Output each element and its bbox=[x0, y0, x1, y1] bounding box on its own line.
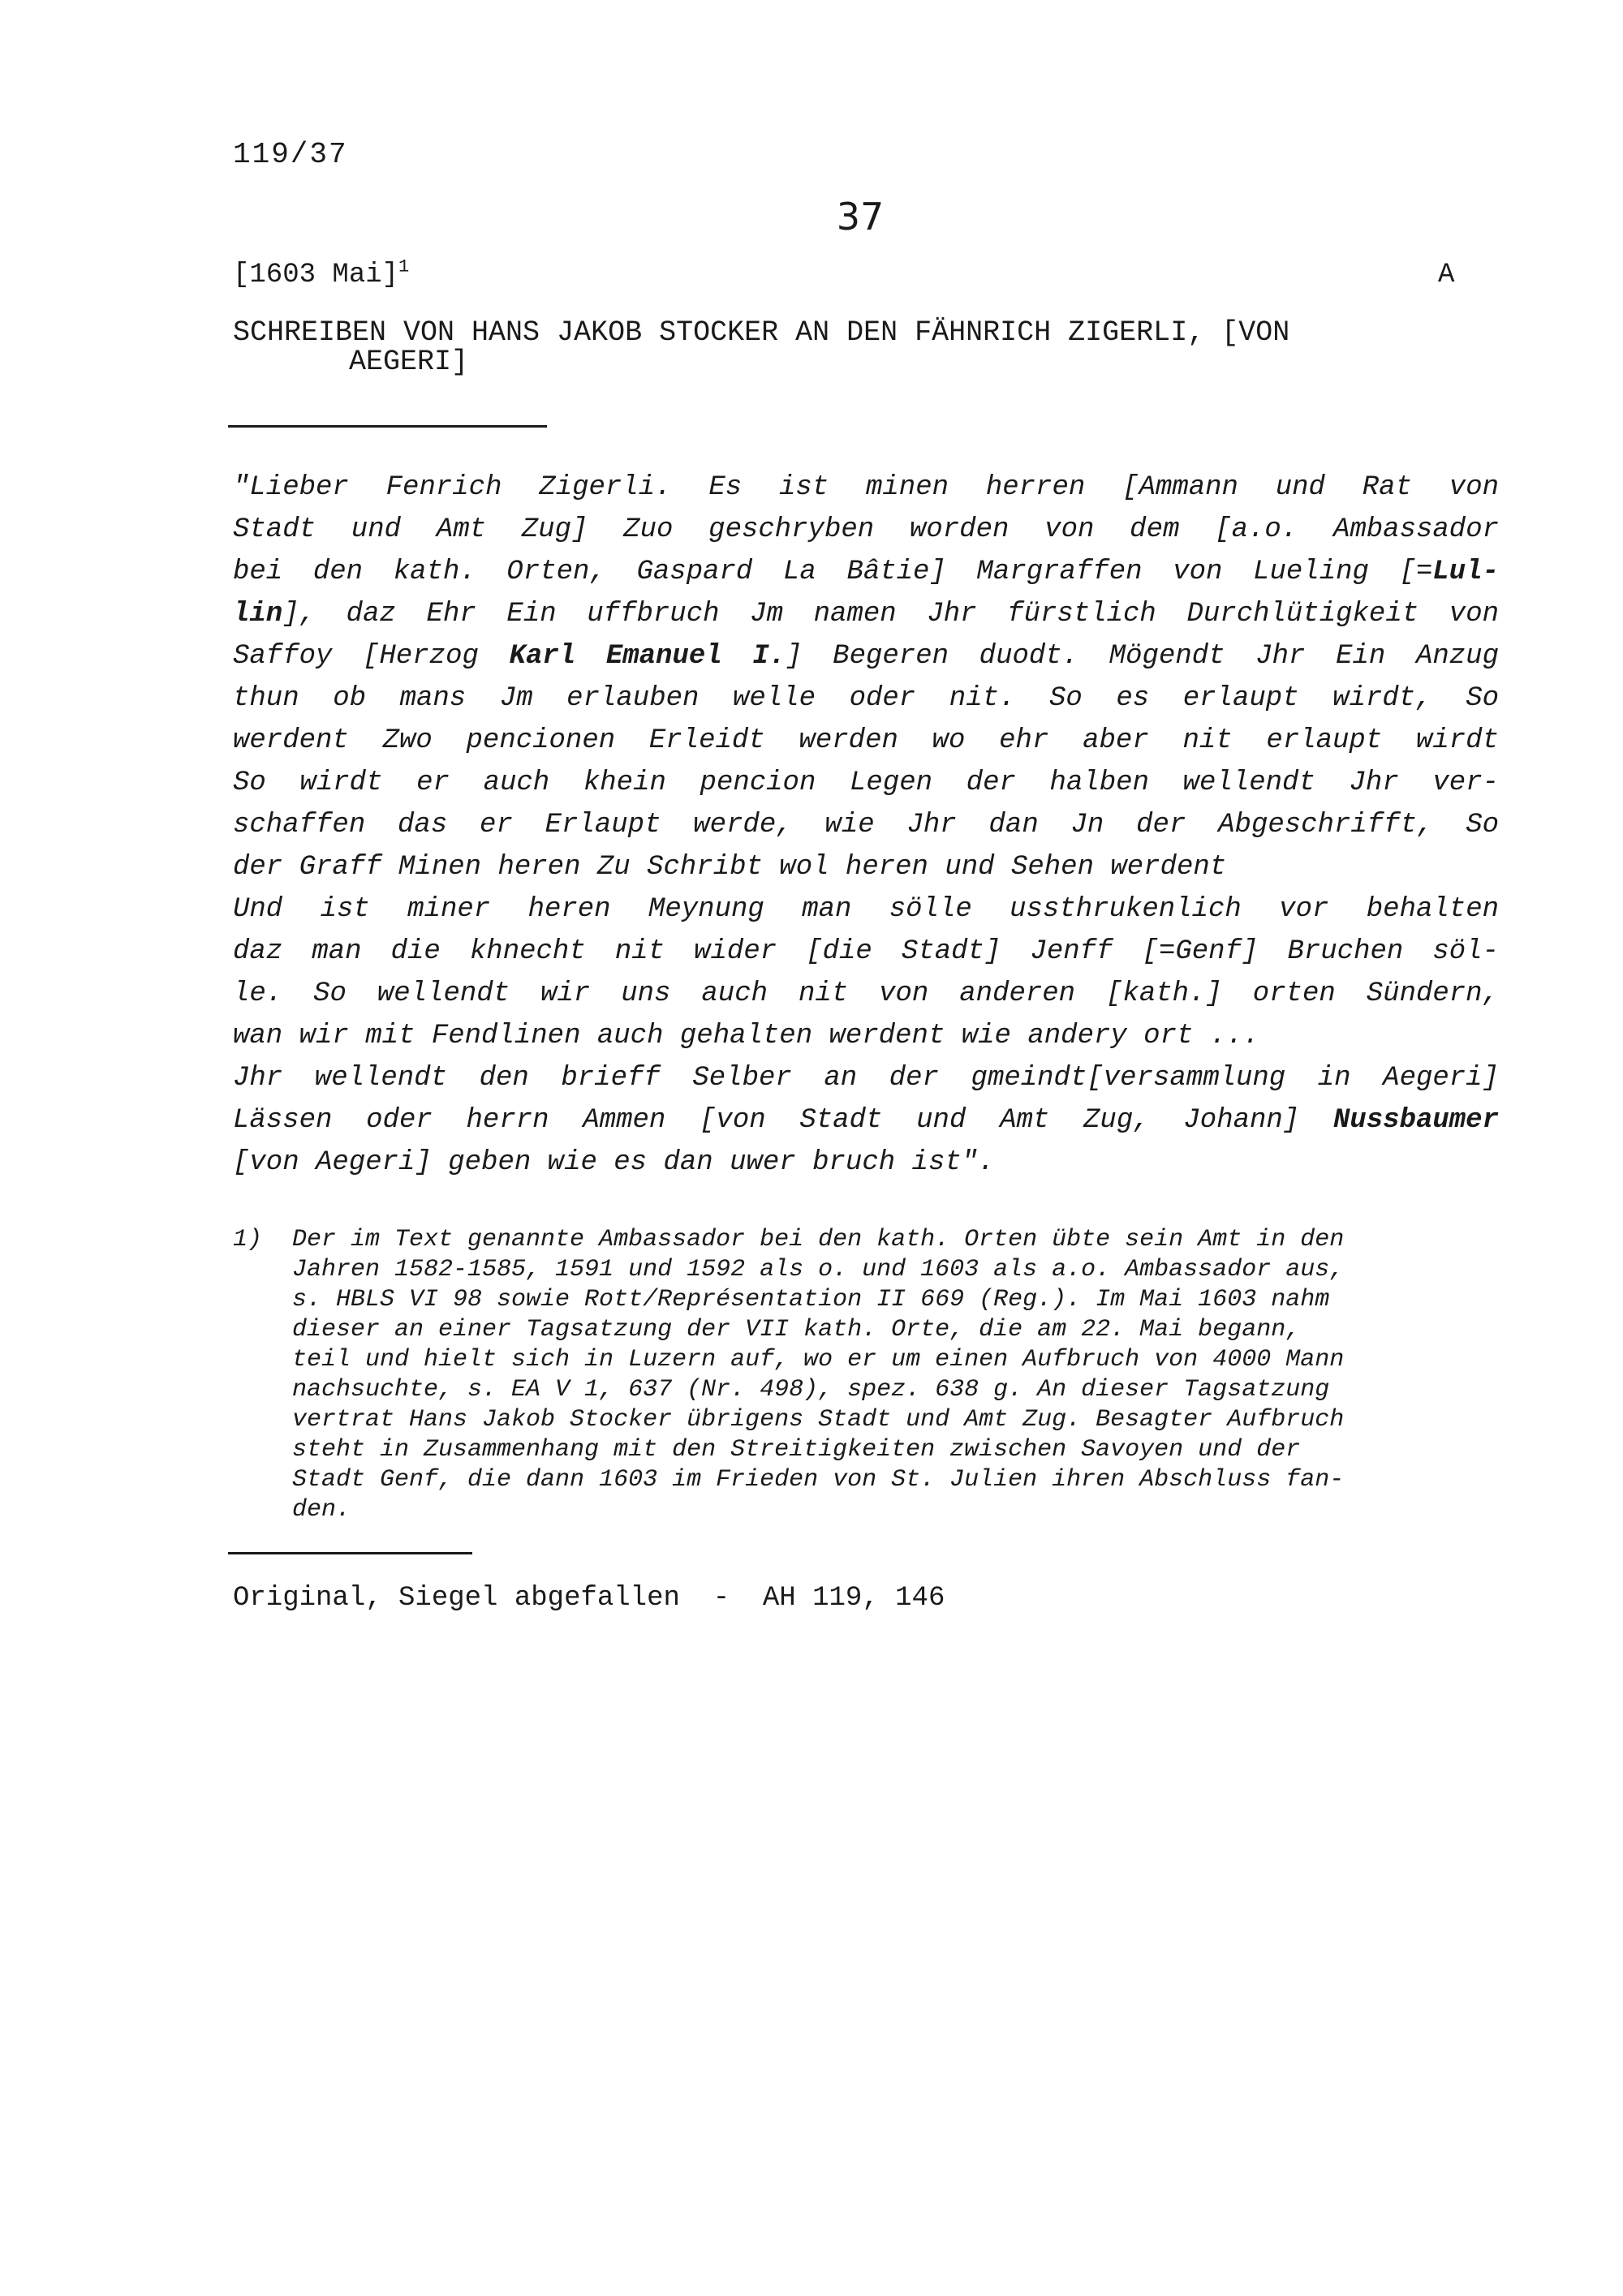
document-title bbox=[233, 318, 1483, 376]
quote-line: thun ob mans Jm erlauben welle oder nit. So es erlaupt wirdt, So bbox=[233, 683, 1499, 714]
quote-line bbox=[233, 1099, 1499, 1142]
footnote-line: steht in Zusammenhang mit den Streitigkeiten zwischen Savoyen und der bbox=[292, 1436, 1301, 1464]
quote-bold-name: Nussbaumer bbox=[1332, 1105, 1499, 1136]
quote-line: Stadt und Amt Zug] Zuo geschryben worden von dem [a.o. Ambassador bbox=[233, 514, 1499, 545]
quote-bold-name: lin bbox=[233, 599, 283, 630]
footnote-line: Stadt Genf, die dann 1603 im Frieden von St. Julien ihren Abschluss fan- bbox=[292, 1466, 1345, 1494]
footnote-mark: 1) bbox=[233, 1226, 263, 1253]
quote-line: Jhr wellendt den brieff Selber an der gmeindt[versammlung in Aegeri] bbox=[233, 1063, 1499, 1094]
document-letter: A bbox=[1438, 260, 1455, 290]
footnote-body bbox=[292, 1225, 1483, 1525]
quote-text: ], daz Ehr Ein uffbruch Jm namen Jhr fürstlich Durchlütigkeit von bbox=[282, 599, 1499, 630]
quote-line: le. So wellendt wir uns auch nit von anderen [kath.] orten Sündern, bbox=[233, 978, 1499, 1009]
quote-line bbox=[233, 551, 1499, 593]
letter-transcription bbox=[233, 467, 1499, 1184]
footnote-line: den. bbox=[292, 1496, 351, 1524]
document-number: 37 bbox=[836, 195, 885, 239]
quote-text: bei den kath. Orten, Gaspard La Bâtie] Margraffen von Lueling [= bbox=[233, 557, 1433, 587]
quote-line: Und ist miner heren Meynung man sölle ussthrukenlich vor behalten bbox=[233, 894, 1499, 925]
source-note: Original, Siegel abgefallen - AH 119, 146 bbox=[233, 1583, 945, 1614]
footnote-divider bbox=[228, 1552, 472, 1554]
quote-line: [von Aegeri] geben wie es dan uwer bruch ist". bbox=[233, 1147, 995, 1178]
footnote-line: vertrat Hans Jakob Stocker übrigens Stadt und Amt Zug. Besagter Aufbruch bbox=[292, 1406, 1345, 1434]
quote-line: werdent Zwo pencionen Erleidt werden wo ehr aber nit erlaupt wirdt bbox=[233, 725, 1499, 756]
quote-text: ] Begeren duodt. Mögendt Jhr Ein Anzug bbox=[786, 641, 1499, 672]
footnote-line: nachsuchte, s. EA V 1, 637 (Nr. 498), spez. 638 g. An dieser Tagsatzung bbox=[292, 1376, 1330, 1404]
quote-line: So wirdt er auch khein pencion Legen der halben wellendt Jhr ver- bbox=[233, 767, 1499, 798]
title-line-2: AEGERI] bbox=[349, 346, 469, 378]
footnote-line: s. HBLS VI 98 sowie Rott/Représentation II 669 (Reg.). Im Mai 1603 nahm bbox=[292, 1286, 1330, 1314]
quote-line: daz man die khnecht nit wider [die Stadt] Jenff [=Genf] Bruchen söl- bbox=[233, 936, 1499, 967]
date-footnote-mark: 1 bbox=[398, 256, 410, 277]
footnote-line: Der im Text genannte Ambassador bei den kath. Orten übte sein Amt in den bbox=[292, 1226, 1345, 1253]
quote-bold-name: Lul- bbox=[1432, 557, 1499, 587]
footnote bbox=[233, 1225, 1483, 1525]
document-reference: 119/37 bbox=[233, 138, 348, 171]
quote-bold-name: Karl Emanuel I. bbox=[509, 641, 786, 672]
date-text: [1603 Mai] bbox=[233, 260, 399, 290]
footnote-line: Jahren 1582-1585, 1591 und 1592 als o. und 1603 als a.o. Ambassador aus, bbox=[292, 1256, 1345, 1283]
quote-line: schaffen das er Erlaupt werde, wie Jhr dan Jn der Abgeschrifft, So bbox=[233, 810, 1499, 841]
quote-text: Lässen oder herrn Ammen [von Stadt und Amt Zug, Johann] bbox=[233, 1105, 1333, 1136]
document-date bbox=[233, 256, 410, 290]
quote-line: wan wir mit Fendlinen auch gehalten werdent wie andery ort ... bbox=[233, 1021, 1260, 1051]
quote-line bbox=[233, 593, 1499, 635]
footnote-line: teil und hielt sich in Luzern auf, wo er um einen Aufbruch von 4000 Mann bbox=[292, 1346, 1345, 1374]
quote-line: der Graff Minen heren Zu Schribt wol heren und Sehen werdent bbox=[233, 852, 1227, 883]
footnote-line: dieser an einer Tagsatzung der VII kath. Orte, die am 22. Mai begann, bbox=[292, 1316, 1301, 1344]
title-line-1: SCHREIBEN VON HANS JAKOB STOCKER AN DEN FÄHNRICH ZIGERLI, [VON bbox=[233, 316, 1290, 349]
quote-text: Saffoy [Herzog bbox=[233, 641, 510, 672]
title-divider bbox=[228, 425, 547, 428]
quote-line bbox=[233, 635, 1499, 677]
quote-line: "Lieber Fenrich Zigerli. Es ist minen herren [Ammann und Rat von bbox=[233, 472, 1499, 503]
